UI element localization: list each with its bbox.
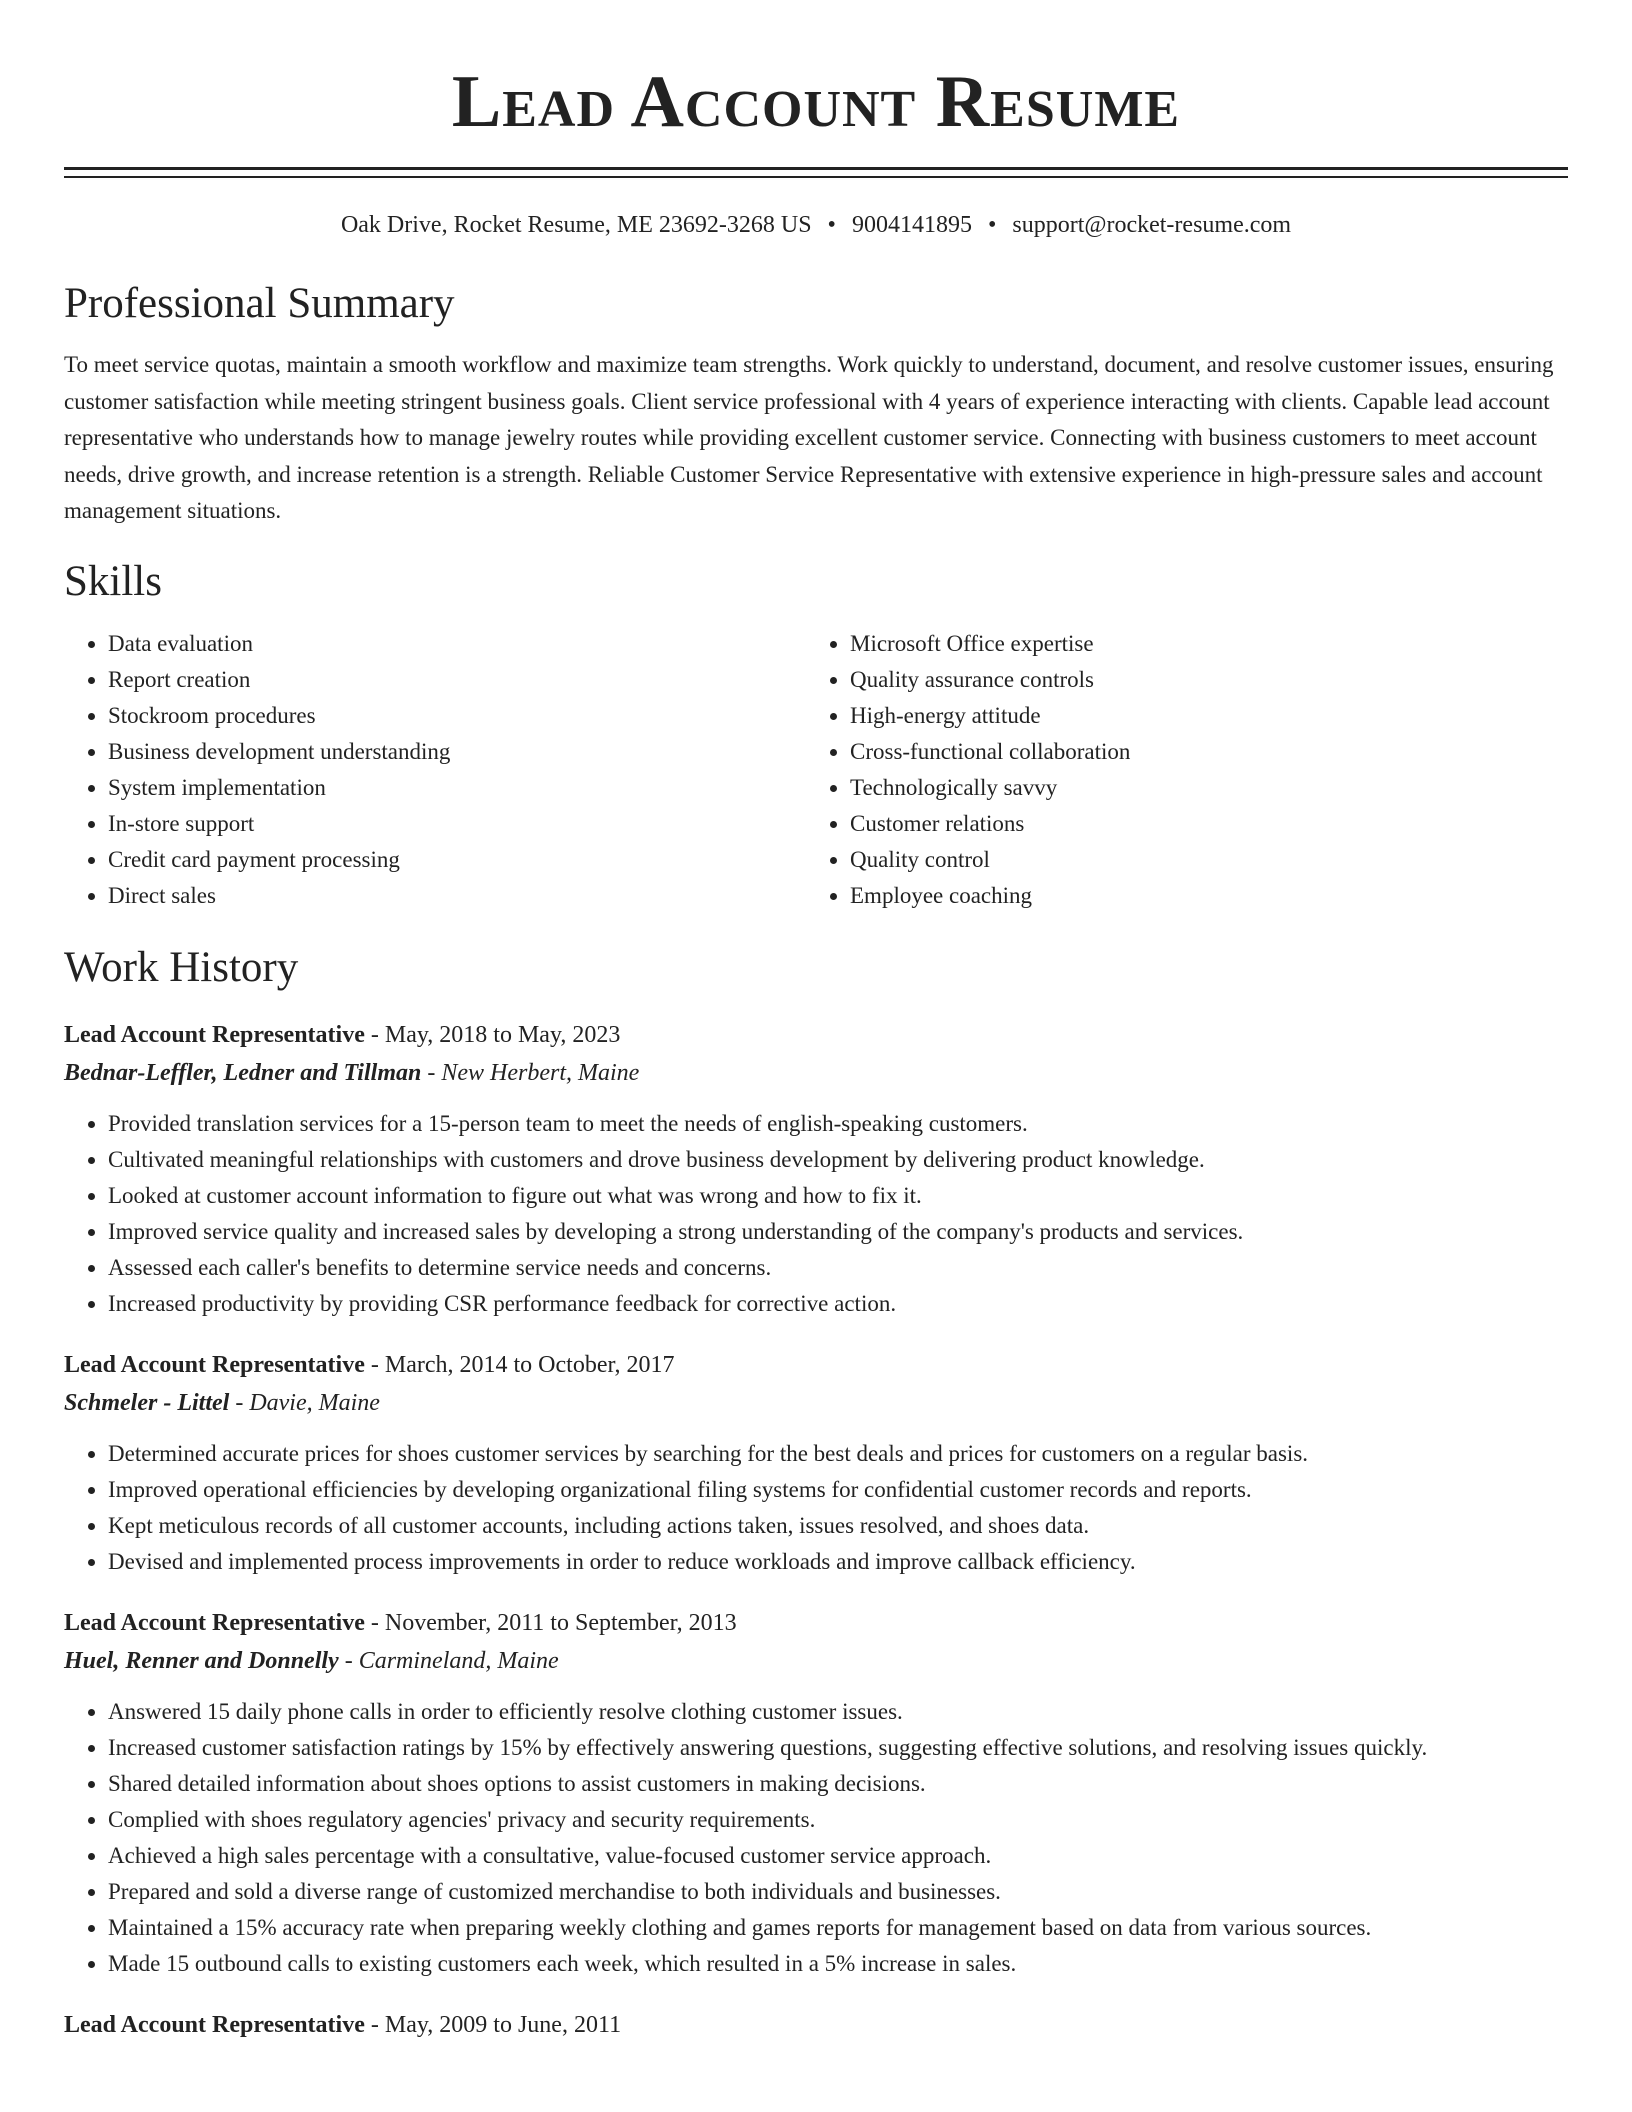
skill-item: • Report creation [108, 662, 806, 698]
job-bullet: • Made 15 outbound calls to existing customers each week, which resulted in a 5% increase in sales. [108, 1946, 1568, 1982]
skill-item: • Data evaluation [108, 626, 806, 662]
job-dates: May, 2018 to May, 2023 [384, 1021, 621, 1048]
job-title: Lead Account Representative [64, 1609, 365, 1636]
job-location: New Herbert, Maine [441, 1059, 640, 1086]
title-divider-thick [64, 167, 1568, 170]
resume-title: Lead Account Resume [451, 61, 1181, 143]
job-company: Huel, Renner and Donnelly [64, 1647, 339, 1674]
job-title: Lead Account Representative [64, 2011, 365, 2038]
job-company: Schmeler - Littel [64, 1389, 230, 1416]
skill-item: • Microsoft Office expertise [850, 626, 1548, 662]
job-title-line [64, 1604, 1568, 1642]
skills-list-left [64, 626, 806, 914]
job-bullets [64, 1436, 1568, 1580]
job-company-line [64, 1054, 1568, 1092]
job-location: Davie, Maine [249, 1389, 380, 1416]
job-dash: - [338, 1647, 359, 1674]
job-title-line [64, 1016, 1568, 1054]
job-bullet: • Achieved a high sales percentage with a consultative, value-focused customer service approach. [108, 1838, 1568, 1874]
job-title: Lead Account Representative [64, 1021, 365, 1048]
title-divider-thin [64, 176, 1568, 178]
summary-heading: Professional Summary [64, 280, 455, 327]
skills-list-right [806, 626, 1548, 914]
job-dash: - [364, 2011, 385, 2038]
job-bullet: • Looked at customer account information to figure out what was wrong and how to fix it. [108, 1178, 1568, 1214]
summary-text: To meet service quotas, maintain a smooth workflow and maximize team strengths. Work quickly to understand, document, and resolve customer issues, ensuring customer satisfaction while meeting stringent business goals. Client service professional with 4 years of experience interacting with clients. Capable lead account representative who understands how to manage jewelry routes while providing excellent customer service. Connecting with business customers to meet account needs, drive growth, and increase retention is a strength. Reliable Customer Service Representative with extensive experience in high-pressure sales and account management situations. [64, 352, 1554, 523]
job-bullet: • Increased productivity by providing CSR performance feedback for corrective action. [108, 1286, 1568, 1322]
contact-email: support@rocket-resume.com [1012, 212, 1292, 238]
contact-separator: • [987, 212, 997, 238]
job-bullets [64, 1106, 1568, 1322]
job-dates: March, 2014 to October, 2017 [384, 1351, 675, 1378]
job-bullet: • Cultivated meaningful relationships with customers and drove business development by delivering product knowledge. [108, 1142, 1568, 1178]
job-bullet: • Answered 15 daily phone calls in order to efficiently resolve clothing customer issues. [108, 1694, 1568, 1730]
skills-columns [64, 626, 1568, 914]
skill-item: • Stockroom procedures [108, 698, 806, 734]
skill-item: • Technologically savvy [850, 770, 1548, 806]
job-bullet: • Maintained a 15% accuracy rate when preparing weekly clothing and games reports for management based on data from various sources. [108, 1910, 1568, 1946]
job-bullet: • Shared detailed information about shoes options to assist customers in making decisions. [108, 1766, 1568, 1802]
job-dash: - [421, 1059, 442, 1086]
skills-heading: Skills [64, 557, 162, 605]
job-dates: November, 2011 to September, 2013 [384, 1609, 737, 1636]
contact-separator: • [827, 212, 836, 238]
job-dash: - [364, 1021, 385, 1048]
skill-item: • Employee coaching [850, 878, 1548, 914]
skill-item: • Business development understanding [108, 734, 806, 770]
job-bullet: • Improved operational efficiencies by developing organizational filing systems for confidential customer records and reports. [108, 1472, 1568, 1508]
job-bullets [64, 1694, 1568, 1982]
job-dash: - [364, 1351, 385, 1378]
job-company-line [64, 1384, 1568, 1422]
job-dates: May, 2009 to June, 2011 [384, 2011, 622, 2038]
job-bullet: • Kept meticulous records of all customer accounts, including actions taken, issues resolved, and shoes data. [108, 1508, 1568, 1544]
skill-item: • System implementation [108, 770, 806, 806]
job-bullet: • Devised and implemented process improvements in order to reduce workloads and improve callback efficiency. [108, 1544, 1568, 1580]
job-company: Bednar-Leffler, Ledner and Tillman [64, 1059, 422, 1086]
job-bullet: • Provided translation services for a 15-person team to meet the needs of english-speaking customers. [108, 1106, 1568, 1142]
job-bullet: • Determined accurate prices for shoes customer services by searching for the best deals and prices for customers on a regular basis. [108, 1436, 1568, 1472]
skill-item: • Cross-functional collaboration [850, 734, 1548, 770]
work-history-heading: Work History [64, 943, 299, 991]
skill-item: • Customer relations [850, 806, 1548, 842]
skill-item: • High-energy attitude [850, 698, 1548, 734]
job-company-line [64, 1642, 1568, 1680]
job-entry [64, 1346, 1568, 1580]
job-dash: - [229, 1389, 250, 1416]
job-title-line [64, 2006, 1568, 2044]
job-title-line [64, 1346, 1568, 1384]
skill-item: • In-store support [108, 806, 806, 842]
job-bullet: • Assessed each caller's benefits to determine service needs and concerns. [108, 1250, 1568, 1286]
skill-item: • Quality control [850, 842, 1548, 878]
job-bullet: • Improved service quality and increased sales by developing a strong understanding of the company's products and services. [108, 1214, 1568, 1250]
job-location: Carmineland, Maine [358, 1647, 559, 1674]
job-bullet: • Increased customer satisfaction ratings by 15% by effectively answering questions, suggesting effective solutions, and resolving issues quickly. [108, 1730, 1568, 1766]
skill-item: • Quality assurance controls [850, 662, 1548, 698]
skill-item: • Credit card payment processing [108, 842, 806, 878]
contact-phone: 9004141895 [851, 212, 972, 238]
job-entry [64, 1604, 1568, 1982]
job-entry [64, 2006, 1568, 2044]
contact-address: Oak Drive, Rocket Resume, ME 23692-3268 US [340, 212, 812, 238]
contact-line [64, 210, 1568, 240]
job-entry [64, 1016, 1568, 1322]
job-bullet: • Complied with shoes regulatory agencies' privacy and security requirements. [108, 1802, 1568, 1838]
job-title: Lead Account Representative [64, 1351, 365, 1378]
skill-item: • Direct sales [108, 878, 806, 914]
job-dash: - [364, 1609, 385, 1636]
job-bullet: • Prepared and sold a diverse range of customized merchandise to both individuals and businesses. [108, 1874, 1568, 1910]
